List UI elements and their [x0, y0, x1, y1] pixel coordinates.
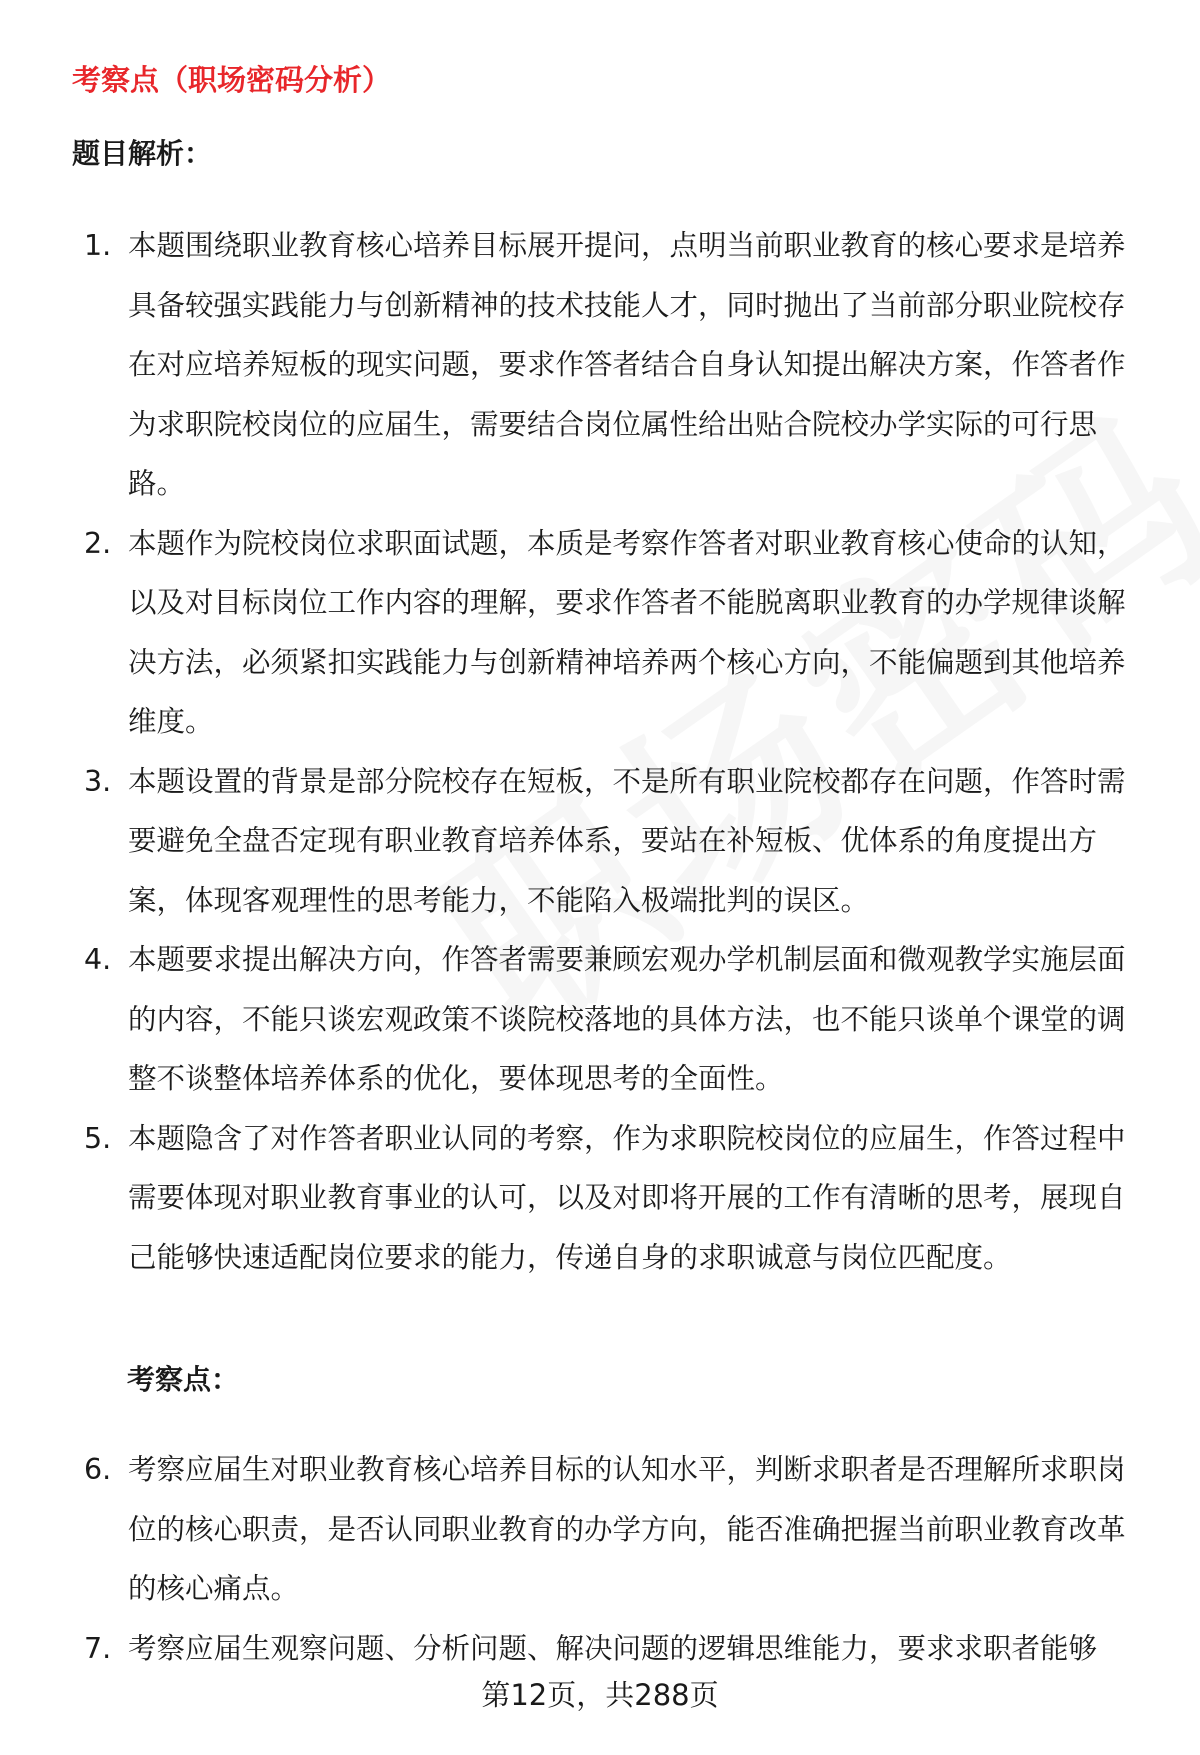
list-item-text: 本题隐含了对作答者职业认同的考察，作为求职院校岗位的应届生，作答过程中需要体现对职业教育事业的认可，以及对即将开展的工作有清晰的思考，展现自己能够快速适配岗位要求的能力，传递自身的求职诚意与岗位匹配度。 — [128, 1121, 1126, 1274]
list-item-number: 7. — [84, 1631, 112, 1665]
list-item — [0, 216, 1200, 514]
section-title: 考察点（职场密码分析） — [72, 63, 392, 97]
list-item-text: 考察应届生观察问题、分析问题、解决问题的逻辑思维能力，要求求职者能够 — [128, 1631, 1098, 1665]
list-item — [0, 752, 1200, 931]
list-item — [0, 1619, 1200, 1679]
list-item-number: 4. — [84, 943, 112, 976]
analysis-heading: 题目解析： — [72, 137, 213, 170]
list-item-number: 3. — [84, 764, 112, 798]
list-item — [0, 1109, 1200, 1288]
list-item-number: 1. — [84, 229, 112, 262]
list-item — [0, 930, 1200, 1109]
list-item-text: 本题围绕职业教育核心培养目标展开提问，点明当前职业教育的核心要求是培养具备较强实践能力与创新精神的技术技能人才，同时抛出了当前部分职业院校存在对应培养短板的现实问题，要求作答者结合自身认知提出解决方案，作答者作为求职院校岗位的应届生，需要结合岗位属性给出贴合院校办学实际的可行思路。 — [128, 229, 1126, 500]
list-item-number: 5. — [84, 1121, 112, 1155]
list-item — [0, 1440, 1200, 1619]
list-item-number: 2. — [84, 526, 112, 560]
list-item — [0, 514, 1200, 752]
list-item-text: 本题要求提出解决方向，作答者需要兼顾宏观办学机制层面和微观教学实施层面的内容，不能只谈宏观政策不谈院校落地的具体方法，也不能只谈单个课堂的调整不谈整体培养体系的优化，要体现思考的全面性。 — [128, 943, 1126, 1095]
list-item-text: 考察应届生对职业教育核心培养目标的认知水平，判断求职者是否理解所求职岗位的核心职责，是否认同职业教育的办学方向，能否准确把握当前职业教育改革的核心痛点。 — [128, 1453, 1126, 1605]
points-heading: 考察点： — [127, 1363, 240, 1396]
points-list — [0, 1440, 1200, 1678]
list-item-text: 本题作为院校岗位求职面试题，本质是考察作答者对职业教育核心使命的认知，以及对目标岗位工作内容的理解，要求作答者不能脱离职业教育的办学规律谈解决方法，必须紧扣实践能力与创新精神培养两个核心方向，不能偏题到其他培养维度。 — [128, 526, 1126, 738]
list-item-text: 本题设置的背景是部分院校存在短板，不是所有职业院校都存在问题，作答时需要避免全盘否定现有职业教育培养体系，要站在补短板、优体系的角度提出方案，体现客观理性的思考能力，不能陷入极端批判的误区。 — [128, 764, 1126, 917]
analysis-list — [0, 216, 1200, 1287]
page-number: 第12页，共288页 — [481, 1678, 719, 1712]
list-item-number: 6. — [84, 1453, 112, 1486]
